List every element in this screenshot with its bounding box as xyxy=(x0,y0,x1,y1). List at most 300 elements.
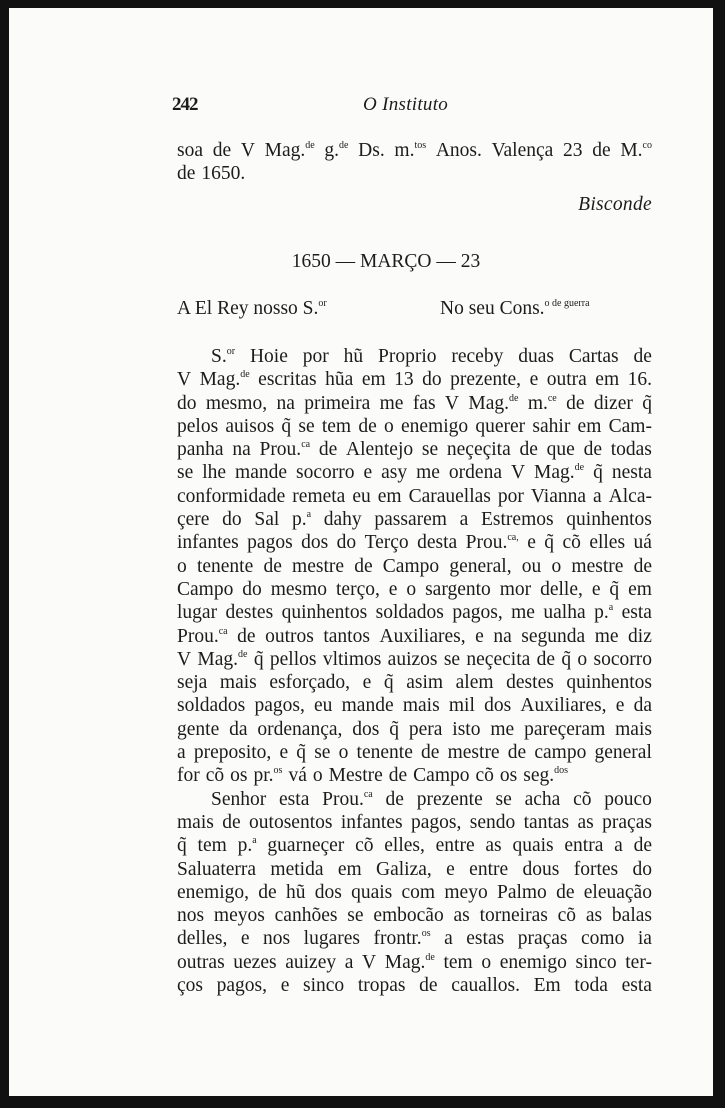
word: asy xyxy=(381,462,408,484)
word: ou xyxy=(521,555,542,577)
word: a xyxy=(614,835,623,857)
word: como xyxy=(581,928,625,950)
word: estas xyxy=(466,928,505,950)
word: de xyxy=(222,811,241,833)
word: q̃ xyxy=(544,532,555,554)
word: e xyxy=(615,695,625,717)
word: cõ xyxy=(475,765,494,787)
word: em xyxy=(377,485,402,507)
word: Mag.$^{de}$ xyxy=(197,648,248,670)
word: do xyxy=(222,509,242,531)
word: primeira xyxy=(304,392,371,414)
word: lugar xyxy=(177,602,218,624)
word: pera xyxy=(408,718,443,740)
word: por xyxy=(497,485,524,507)
word: querer xyxy=(475,415,526,437)
word: q̃ xyxy=(561,648,572,670)
word: destes xyxy=(506,672,554,694)
word: ter- xyxy=(625,951,652,973)
word: dous xyxy=(522,858,560,880)
word: se xyxy=(298,415,315,437)
word: Anos. xyxy=(435,140,482,161)
word: outosentos xyxy=(249,811,333,833)
word: canhões xyxy=(274,905,338,927)
superscript-abbrev: ce xyxy=(547,392,557,404)
word: dizer xyxy=(593,392,633,414)
word: diz xyxy=(628,625,652,647)
word: elles, xyxy=(384,835,425,857)
superscript-abbrev: de xyxy=(238,648,248,660)
word: delles, xyxy=(177,928,228,950)
word: 23 xyxy=(563,140,583,161)
word: sahir xyxy=(532,415,571,437)
word: lugares xyxy=(303,928,360,950)
word: as xyxy=(585,905,603,927)
word: guarneçer xyxy=(267,835,345,857)
word: de xyxy=(385,788,404,810)
word: e xyxy=(529,369,539,391)
superscript-abbrev: de xyxy=(574,462,585,474)
running-head xyxy=(9,94,713,124)
text-line xyxy=(177,461,652,484)
word: Palmo xyxy=(496,881,547,903)
word: os xyxy=(499,765,518,787)
word: hũ xyxy=(343,346,364,367)
word: destes xyxy=(225,602,274,624)
word: dahy xyxy=(323,509,362,531)
word: m.$^{ce}$ xyxy=(527,392,557,414)
word: escritas xyxy=(258,369,317,391)
letter-closing xyxy=(177,139,652,215)
word: Prou.$^{ca,}$ xyxy=(465,532,519,554)
word: tenente xyxy=(356,742,413,764)
word: Hoie xyxy=(249,346,288,367)
word: outras xyxy=(177,951,225,973)
word: cauallos. xyxy=(451,975,520,997)
word: nos xyxy=(263,928,291,950)
word: enemigo xyxy=(400,415,469,437)
word: se xyxy=(347,905,364,927)
date-heading: 1650 — MARÇO — 23 xyxy=(291,251,481,272)
word: dos xyxy=(352,718,380,740)
word: outra xyxy=(546,369,587,391)
word: o xyxy=(551,555,562,577)
word: se xyxy=(314,742,331,764)
word: panha xyxy=(177,439,224,461)
word: do xyxy=(242,578,262,600)
word: na xyxy=(493,625,512,647)
word: tropas xyxy=(357,975,406,997)
superscript-abbrev: o de guerra xyxy=(544,298,590,309)
word: g.$^{de}$ xyxy=(324,140,349,161)
word: auisos xyxy=(225,415,275,437)
word: q̃ xyxy=(281,415,292,437)
word: torneiras xyxy=(479,905,548,927)
word: fortes xyxy=(573,858,619,880)
text-line xyxy=(177,927,652,950)
word: M.$^{co}$ xyxy=(620,140,652,161)
word: cõ xyxy=(205,765,225,787)
word: de xyxy=(263,555,282,577)
word: desta xyxy=(417,532,458,554)
word: Mestre xyxy=(328,765,383,787)
word: de xyxy=(421,742,440,764)
superscript-abbrev: ca xyxy=(218,625,228,637)
word: o xyxy=(177,555,187,577)
word: quais xyxy=(512,835,554,857)
text-line xyxy=(177,601,652,624)
word: conformidade xyxy=(177,485,286,507)
word: Senhor xyxy=(211,788,267,810)
word: quinhentos xyxy=(566,509,652,531)
word: Valença xyxy=(491,140,554,161)
word: sendo xyxy=(469,811,516,833)
word: em xyxy=(361,369,386,391)
superscript-abbrev: tos xyxy=(414,140,427,151)
word: me xyxy=(594,625,619,647)
word: meyos xyxy=(213,905,265,927)
word: sinco xyxy=(575,951,617,973)
word: Galiza, xyxy=(376,858,432,880)
word: da xyxy=(633,695,652,717)
word: terço, xyxy=(336,578,380,600)
word: mestre xyxy=(447,742,500,764)
word: quinhentos xyxy=(281,602,368,624)
word: quinhentos xyxy=(566,672,652,694)
word: pagos, xyxy=(254,695,305,717)
word: Prou.$^{ca}$ xyxy=(259,439,311,461)
superscript-abbrev: ca xyxy=(301,439,311,451)
word: balas xyxy=(611,905,652,927)
word: do xyxy=(336,532,357,554)
text-line xyxy=(177,881,652,904)
word: de xyxy=(583,439,602,461)
superscript-abbrev: co xyxy=(642,140,652,151)
word: V xyxy=(510,462,526,484)
word: Cartas xyxy=(568,346,619,367)
word: V xyxy=(177,369,192,391)
word: enemigo xyxy=(499,951,567,973)
word: V xyxy=(177,648,192,670)
word: cõ xyxy=(573,788,592,810)
word: todas xyxy=(610,439,652,461)
word: o xyxy=(383,415,394,437)
word: cõ xyxy=(355,835,374,857)
word: nesta xyxy=(611,462,652,484)
word: do xyxy=(632,858,652,880)
word: me xyxy=(511,602,535,624)
word: mesmo, xyxy=(205,392,268,414)
word: entra xyxy=(564,835,604,857)
word: e xyxy=(591,578,601,600)
addressee: A El Rey nosso S.$^{or}$ xyxy=(177,298,327,319)
word: campo xyxy=(534,742,587,764)
word: 1650. xyxy=(201,163,246,185)
word: pelos xyxy=(177,415,219,437)
word: soldados xyxy=(375,602,444,624)
word: as xyxy=(485,835,502,857)
superscript-abbrev: or xyxy=(318,298,327,309)
letter-body xyxy=(177,345,652,997)
superscript-abbrev: a xyxy=(306,509,312,521)
word: nos xyxy=(177,905,205,927)
word: entre xyxy=(469,858,509,880)
word: q̃ xyxy=(609,578,620,600)
word: me xyxy=(490,718,515,740)
word: sinco xyxy=(303,975,345,997)
word: o xyxy=(312,765,323,787)
word: com xyxy=(401,881,436,903)
word: receby xyxy=(451,346,504,367)
word: esta xyxy=(621,975,652,997)
word: vltimos xyxy=(322,648,382,670)
word: pr.$^{os}$ xyxy=(253,765,283,787)
word: isto xyxy=(452,718,481,740)
word: Prou.$^{ca}$ xyxy=(322,788,373,810)
word: de xyxy=(633,346,652,367)
text-line xyxy=(177,139,652,162)
word: mande xyxy=(341,695,394,717)
word: segunda xyxy=(521,625,586,647)
word: em xyxy=(577,415,602,437)
word: o xyxy=(577,648,588,670)
word: mais xyxy=(615,718,652,740)
word: a xyxy=(459,509,469,531)
superscript-abbrev: os xyxy=(421,928,431,940)
word: de xyxy=(237,625,256,647)
word: V xyxy=(240,140,255,161)
word: quais xyxy=(351,881,393,903)
signature: Bisconde xyxy=(578,194,652,215)
superscript-abbrev: ca xyxy=(363,788,373,800)
word: Auxiliares, xyxy=(520,695,607,717)
word: de xyxy=(507,742,527,764)
word: p.$^a$ xyxy=(292,509,312,531)
word: de xyxy=(318,439,338,461)
word: q̃ xyxy=(177,835,187,857)
word: asim xyxy=(406,672,444,694)
superscript-abbrev: or xyxy=(226,346,236,357)
word: os xyxy=(230,765,248,787)
word: e xyxy=(279,742,289,764)
word: se xyxy=(495,788,512,810)
word: dos xyxy=(301,532,329,554)
word: q̃ xyxy=(253,648,264,670)
word: pouco xyxy=(604,788,652,810)
word: de xyxy=(212,140,232,161)
word: p.$^a$ xyxy=(237,835,257,857)
superscript-abbrev: dos xyxy=(554,765,569,777)
word: a xyxy=(177,742,186,764)
word: Proprio xyxy=(377,346,437,367)
word: da xyxy=(229,718,248,740)
word: se xyxy=(443,648,461,670)
superscript-abbrev: os xyxy=(273,765,283,777)
superscript-abbrev: a xyxy=(252,835,257,847)
word: mor xyxy=(499,578,532,600)
word: tantas xyxy=(523,811,570,833)
word: pagos, xyxy=(452,602,503,624)
word: de xyxy=(556,881,575,903)
word: praças xyxy=(602,811,652,833)
word: infantes xyxy=(177,532,239,554)
word: preposito, xyxy=(193,742,272,764)
word: soldados xyxy=(177,695,246,717)
word: auizos xyxy=(387,648,438,670)
word: infantes xyxy=(340,811,403,833)
word: e xyxy=(446,858,455,880)
word: q̃ xyxy=(383,672,394,694)
word: mais xyxy=(177,811,214,833)
word: mestre xyxy=(292,555,345,577)
word: ços xyxy=(177,975,203,997)
text-line xyxy=(177,741,652,764)
word: for xyxy=(177,765,200,787)
text-line xyxy=(177,694,652,717)
word: fas xyxy=(412,392,436,414)
word: q̃ xyxy=(389,718,399,740)
word: pagos, xyxy=(216,975,268,997)
word: Campo xyxy=(382,555,440,577)
word: Carauellas xyxy=(408,485,491,507)
superscript-abbrev: de xyxy=(339,140,349,151)
text-line xyxy=(177,718,652,741)
word: q̃ xyxy=(593,462,603,484)
word: e xyxy=(475,625,484,647)
word: de xyxy=(592,140,611,161)
word: seg.$^{dos}$ xyxy=(523,765,569,787)
text-line xyxy=(177,764,652,787)
word: V xyxy=(362,951,377,973)
word: Mag.$^{de}$ xyxy=(264,140,315,161)
word: lhe xyxy=(202,462,227,484)
page-number: 242 xyxy=(172,94,198,115)
word: e xyxy=(240,928,250,950)
word: e xyxy=(388,578,398,600)
word: ordenança, xyxy=(257,718,343,740)
word: mais xyxy=(219,672,257,694)
word: Campo xyxy=(177,578,234,600)
word: Auxiliares, xyxy=(379,625,466,647)
text-line xyxy=(177,788,652,811)
word: elles xyxy=(589,532,626,554)
word: de xyxy=(519,439,538,461)
word: acha xyxy=(524,788,561,810)
text-line xyxy=(177,531,652,554)
word: ualha xyxy=(543,602,586,624)
word: a xyxy=(593,485,602,507)
word: e xyxy=(363,462,373,484)
word: o xyxy=(338,742,349,764)
word: toda xyxy=(574,975,608,997)
word: passarem xyxy=(374,509,447,531)
superscript-abbrev: de xyxy=(305,140,315,151)
word: delle, xyxy=(540,578,583,600)
word: general xyxy=(594,742,652,764)
word: Alca- xyxy=(608,485,652,507)
word: mestre xyxy=(571,555,624,577)
word: Alentejo xyxy=(345,439,414,461)
word: o xyxy=(406,578,417,600)
word: ia xyxy=(637,928,652,950)
text-line xyxy=(177,625,652,648)
superscript-abbrev: de xyxy=(425,951,435,963)
word: Vianna xyxy=(530,485,587,507)
word: hũa xyxy=(325,369,354,391)
text-line xyxy=(177,368,652,391)
word: de xyxy=(258,881,277,903)
word: pareçeram xyxy=(524,718,606,740)
council-note: No seu Cons.$^{o de guerra}$ xyxy=(440,298,590,319)
word: a xyxy=(444,928,453,950)
superscript-abbrev: de xyxy=(240,369,250,381)
word: cõ xyxy=(562,532,581,554)
word: tem xyxy=(197,835,227,857)
word: duas xyxy=(518,346,554,367)
word: Em xyxy=(533,975,561,997)
superscript-abbrev: a xyxy=(608,602,614,614)
word: alem xyxy=(455,672,494,694)
word: de xyxy=(419,975,438,997)
text-line xyxy=(177,162,652,185)
word: outros xyxy=(265,625,314,647)
word: prezente, xyxy=(450,369,522,391)
word: do xyxy=(422,369,442,391)
word: 16. xyxy=(627,369,652,391)
word: eu xyxy=(314,695,333,717)
word: sargento xyxy=(425,578,491,600)
word: em xyxy=(337,858,362,880)
text-line xyxy=(177,858,652,881)
word: cõ xyxy=(557,905,577,927)
word: hũ xyxy=(285,881,306,903)
text-line xyxy=(177,974,652,997)
text-line xyxy=(177,415,652,438)
word: de xyxy=(388,765,408,787)
word: a xyxy=(344,951,354,973)
word: m.$^{tos}$ xyxy=(394,140,427,161)
word: de xyxy=(358,415,377,437)
text-line xyxy=(177,834,652,857)
word: gente xyxy=(177,718,220,740)
word: pagos, xyxy=(410,811,462,833)
word: metida xyxy=(270,858,324,880)
word: socorro xyxy=(593,648,652,670)
word: Mag.$^{de}$ xyxy=(468,392,519,414)
word: dos xyxy=(484,695,512,717)
word: e xyxy=(362,672,372,694)
word: embocão xyxy=(373,905,444,927)
word: seja xyxy=(177,672,208,694)
text-line xyxy=(177,904,652,927)
word: mande xyxy=(235,462,288,484)
word: neçecita xyxy=(466,648,531,670)
word: neçeçita xyxy=(446,439,511,461)
word: auizey xyxy=(285,951,337,973)
word: de xyxy=(633,555,652,577)
word: de xyxy=(566,392,585,414)
word: Campo xyxy=(413,765,470,787)
word: Ds. xyxy=(358,140,385,161)
word: meyo xyxy=(444,881,488,903)
word: S.$^{or}$ xyxy=(211,346,236,367)
word: as xyxy=(453,905,470,927)
word: enemigo, xyxy=(177,881,250,903)
word: eu xyxy=(352,485,371,507)
word: vá xyxy=(288,765,307,787)
text-line xyxy=(177,951,652,974)
word: soa xyxy=(177,140,203,161)
